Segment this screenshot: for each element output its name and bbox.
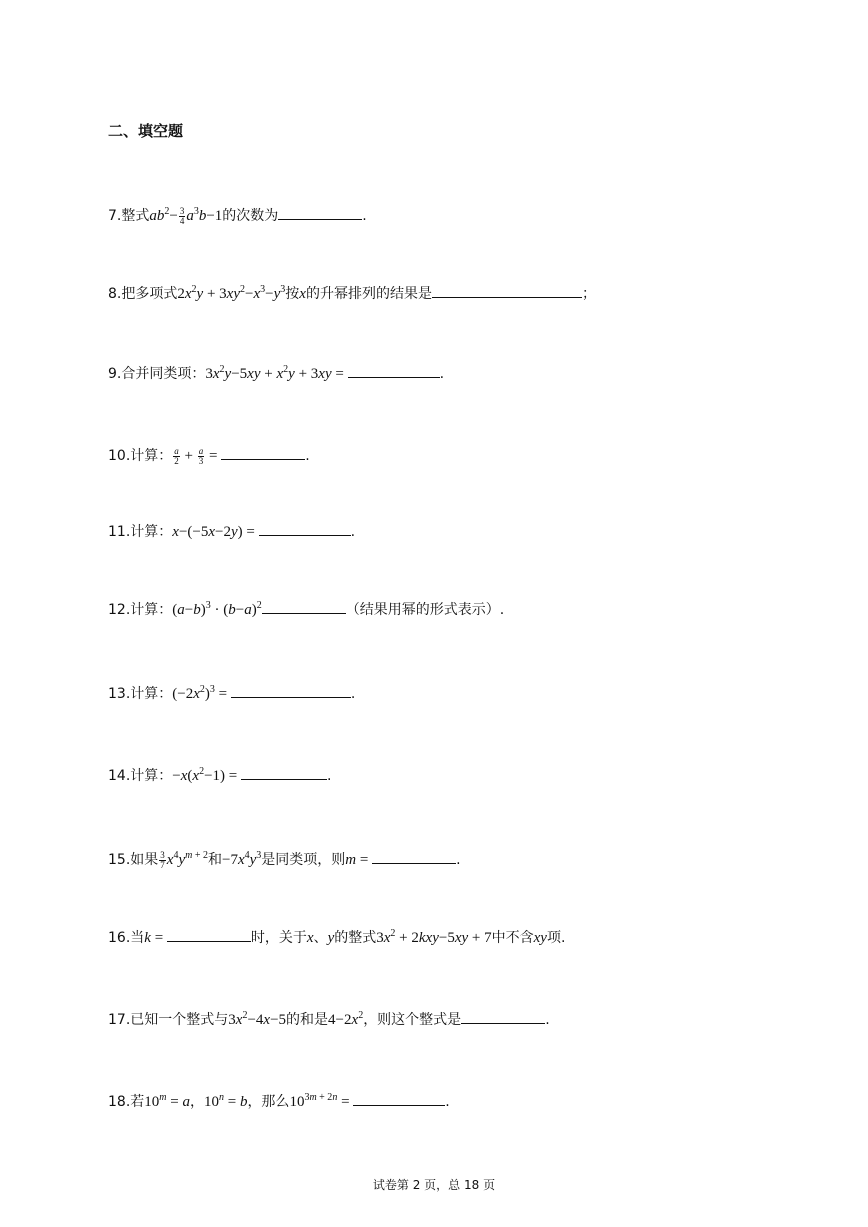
question-11: 11.计算：x−(−5x−2y) = . xyxy=(108,520,355,542)
answer-blank[interactable] xyxy=(348,362,440,378)
expression: $ab^2-$ $\frac{3}{4}$ $a^3b-1$ xyxy=(149,206,223,227)
question-16: 16.当k = 时，关于x、y的整式$3x^2 + 2kxy-5xy + 7$中不含xy项. xyxy=(108,928,566,946)
question-10: 10.计算： $\frac{a}{2}$ + $\frac{a}{3}$ = . xyxy=(108,444,310,466)
section-title: 二、填空题 xyxy=(108,122,184,140)
expression: $(a-b)^3 \cdot (b-a)^2$ xyxy=(172,600,262,618)
answer-blank[interactable] xyxy=(241,764,327,780)
question-9: 9.合并同类项：$3x^2y-5xy + x^2y + 3xy$ = . xyxy=(108,364,445,382)
expression: $(-2x^2)^3$ = xyxy=(172,684,231,702)
question-7: 7.整式$ab^2-$ $\frac{3}{4}$ $a^3b-1$的次数为 . xyxy=(108,206,367,227)
expression: $\frac{3}{7}$ $x^4y^{m + 2}$ xyxy=(160,850,208,871)
answer-blank[interactable] xyxy=(262,598,346,614)
expression: $3x^2y-5xy + x^2y + 3xy$ = xyxy=(205,364,348,382)
answer-blank[interactable] xyxy=(432,282,582,298)
question-18: 18.若$10^m = a$，$10^n = b$，那么$10^{3m + 2n}$ = . xyxy=(108,1092,450,1110)
expression: $3x^2-4x-5$ xyxy=(228,1010,287,1028)
question-15: 15.如果 $\frac{3}{7}$ $x^4y^{m + 2}$和$-7x^4y^3$是同类项，则m = . xyxy=(108,850,461,871)
answer-blank[interactable] xyxy=(167,926,251,942)
expression: $3x^2 + 2kxy-5xy + 7$ xyxy=(376,928,492,946)
expression: $2x^2y + 3xy^2-x^3-y^3$ xyxy=(177,284,286,302)
question-17: 17.已知一个整式与$3x^2-4x-5$的和是$4-2x^2$，则这个整式是 . xyxy=(108,1010,550,1028)
expression: $4-2x^2$ xyxy=(328,1010,364,1028)
answer-blank[interactable] xyxy=(278,204,362,220)
answer-blank[interactable] xyxy=(221,444,305,460)
expression: $10^m = a$ xyxy=(144,1092,190,1110)
question-12: 12.计算：$(a-b)^3 \cdot (b-a)^2$ （结果用幂的形式表示）. xyxy=(108,600,505,618)
expression: $-x(x^2-1)$ = xyxy=(172,766,241,784)
expression: $\frac{a}{2}$ + $\frac{a}{3}$ = xyxy=(174,446,222,467)
answer-blank[interactable] xyxy=(259,520,351,536)
question-14: 14.计算：$-x(x^2-1)$ = . xyxy=(108,766,332,784)
answer-blank[interactable] xyxy=(353,1090,445,1106)
expression: $10^{3m + 2n}$ = xyxy=(289,1092,354,1110)
expression: $-7x^4y^3$ xyxy=(221,850,262,868)
page-footer: 试卷第 2 页，总 18 页 xyxy=(372,1178,496,1192)
answer-blank[interactable] xyxy=(372,848,456,864)
answer-blank[interactable] xyxy=(461,1008,545,1024)
expression: x−(−5x−2y) = xyxy=(172,524,259,540)
question-8: 8.把多项式$2x^2y + 3xy^2-x^3-y^3$按x的升幂排列的结果是 ； xyxy=(108,284,596,302)
question-13: 13.计算：$(-2x^2)^3$ = . xyxy=(108,684,356,702)
expression: $10^n = b$ xyxy=(203,1092,248,1110)
answer-blank[interactable] xyxy=(231,682,351,698)
